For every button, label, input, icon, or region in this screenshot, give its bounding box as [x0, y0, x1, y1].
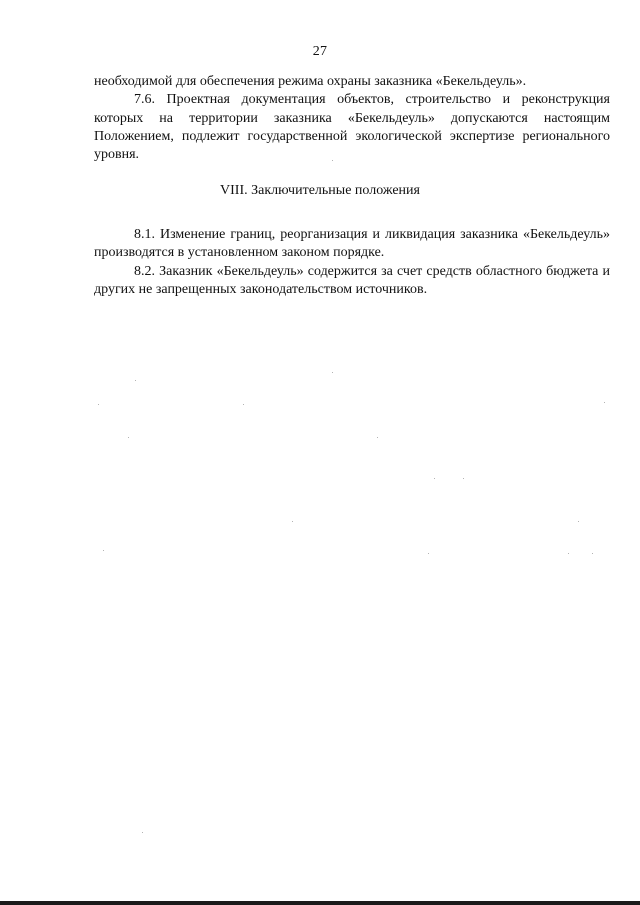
section-7-text: [94, 73, 610, 164]
page-number: 27: [312, 44, 328, 59]
scan-speck: [292, 521, 293, 522]
scan-speck: [463, 478, 464, 479]
section-8-heading: VIII. Заключительные положения: [220, 183, 420, 198]
scan-bottom-edge: [0, 901, 640, 905]
clause-7-6: 7.6. Проектная документация объектов, строительство и реконструкция которых на территории заказника «Бекельдеуль» допускаются настоящим Положением, подлежит государственной экологической экспертизе регионального уровня.: [94, 92, 610, 163]
scan-speck: [135, 380, 136, 381]
scan-speck: [332, 372, 333, 373]
scan-speck: [592, 553, 593, 554]
clause-8-2: 8.2. Заказник «Бекельдеуль» содержится за счет средств областного бюджета и других не запрещенных законодательством источников.: [94, 263, 610, 297]
scan-speck: [604, 402, 605, 403]
scan-speck: [103, 550, 104, 551]
section-8-text: [94, 226, 610, 299]
scan-speck: [98, 404, 99, 405]
scan-speck: [243, 404, 244, 405]
scan-speck: [142, 832, 143, 833]
clause-8-1: 8.1. Изменение границ, реорганизация и ликвидация заказника «Бекельдеуль» производятся в установленном законом порядке.: [94, 227, 610, 261]
scan-speck: [128, 437, 129, 438]
scan-speck: [578, 521, 579, 522]
continuation-paragraph: необходимой для обеспечения режима охраны заказника «Бекельдеуль».: [94, 74, 527, 89]
scan-speck: [428, 553, 429, 554]
scan-speck: [377, 437, 378, 438]
scan-speck: [568, 553, 569, 554]
scan-speck: [434, 478, 435, 479]
